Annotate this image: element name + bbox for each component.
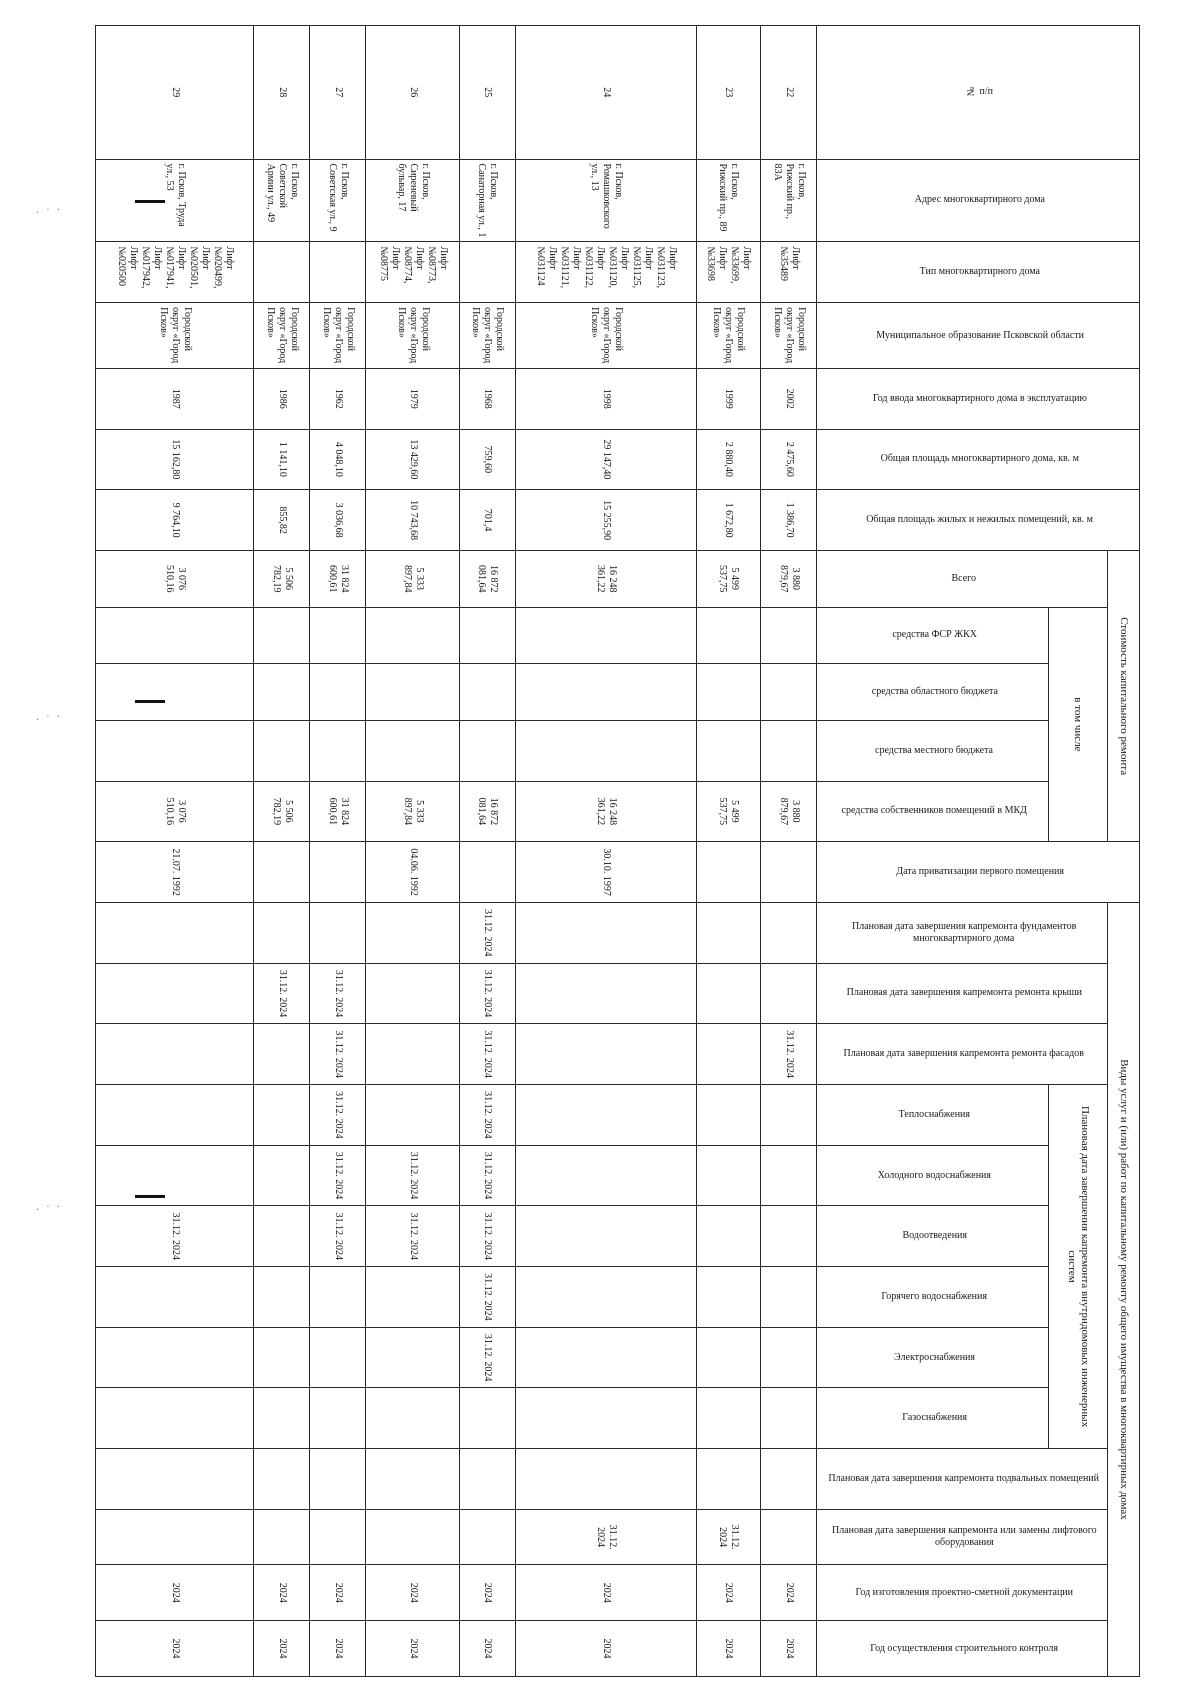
cell-control-year: 2024 [515,1621,696,1677]
cell-municipality: Городской округ «Город Псков» [254,303,310,369]
cell-facade [696,1024,760,1085]
column-header-heating: Теплоснабжения [817,1085,1049,1146]
column-header-fund: средства ФСР ЖКХ [817,607,1049,664]
cell-year-built: 2002 [761,368,817,429]
cell-elevator [761,1509,817,1565]
table-row [696,26,760,1677]
cell-fund [310,607,366,664]
column-header-gas: Газоснабжения [817,1388,1049,1449]
cell-gas [254,1388,310,1449]
cell-basement [366,1449,460,1510]
cell-cost-total: 3 076 510,16 [96,550,254,607]
cell-control-year: 2024 [696,1621,760,1677]
cell-year-built: 1998 [515,368,696,429]
cell-area-premises: 1 386,70 [761,490,817,551]
cell-facade: 31.12. 2024 [761,1024,817,1085]
cell-gas [459,1388,515,1449]
cell-year-built: 1999 [696,368,760,429]
table-row [96,26,254,1677]
cell-facade [515,1024,696,1085]
cell-gas [96,1388,254,1449]
cell-municipality: Городской округ «Город Псков» [696,303,760,369]
cell-address: г. Псков, Рижский пр., 89 [696,159,760,242]
table-row [366,26,460,1677]
cell-regional [515,664,696,721]
column-header-num: № п/п [817,26,1140,160]
cell-year-built: 1987 [96,368,254,429]
cell-type: Лифт №35489 [761,242,817,303]
cell-hot-water [254,1267,310,1328]
cell-local [310,720,366,781]
cell-gas [696,1388,760,1449]
cell-address: г. Псков, Труда ул., 53 [96,159,254,242]
cell-facade [254,1024,310,1085]
cell-heating [761,1085,817,1146]
cell-heating: 31.12. 2024 [459,1085,515,1146]
repair-works-table [95,25,1140,1677]
cell-municipality: Городской округ «Город Псков» [96,303,254,369]
cell-sewerage [515,1206,696,1267]
cell-area-total: 4 048,10 [310,429,366,490]
cell-control-year: 2024 [96,1621,254,1677]
cell-hot-water: 31.12. 2024 [459,1267,515,1328]
group-header-works: Виды услуг и (или) работ по капитальному ремонту общего имущества в многоквартирных домах [1108,902,1140,1676]
table-body [96,26,817,1677]
cell-local [254,720,310,781]
cell-cold-water [96,1145,254,1206]
cell-owners: 5 499 537,75 [696,781,760,842]
cell-gas [310,1388,366,1449]
cell-regional [761,664,817,721]
cell-roof: 31.12. 2024 [310,963,366,1024]
cell-address: г. Псков, Рижский пр., 83А [761,159,817,242]
column-header-year-built: Год ввода многоквартирного дома в эксплуатацию [817,368,1140,429]
table-row [761,26,817,1677]
cell-num: 23 [696,26,760,160]
cell-design-year: 2024 [310,1565,366,1621]
cell-fund [96,607,254,664]
cell-heating: 31.12. 2024 [310,1085,366,1146]
cell-address: г. Псков, Советской Армии ул., 49 [254,159,310,242]
cell-roof [366,963,460,1024]
column-header-address: Адрес многоквартирного дома [817,159,1140,242]
cell-heating [696,1085,760,1146]
column-header-roof: Плановая дата завершения капремонта ремонта крыши [817,963,1108,1024]
cell-electricity [254,1327,310,1388]
cell-basement [96,1449,254,1510]
table-row [254,26,310,1677]
cell-design-year: 2024 [459,1565,515,1621]
cell-elevator [96,1509,254,1565]
cell-address: г. Псков, Сиреневый бульвар, 17 [366,159,460,242]
cell-area-premises: 9 764,10 [96,490,254,551]
cell-hot-water [515,1267,696,1328]
cell-regional [459,664,515,721]
cell-owners: 16 872 081,64 [459,781,515,842]
cell-gas [515,1388,696,1449]
cell-type [459,242,515,303]
cell-facade [366,1024,460,1085]
table-row [310,26,366,1677]
cell-area-premises: 15 255,90 [515,490,696,551]
cell-type [310,242,366,303]
cell-area-total: 1 141,10 [254,429,310,490]
cell-municipality: Городской округ «Город Псков» [515,303,696,369]
cell-roof [96,963,254,1024]
column-header-regional: средства областного бюджета [817,664,1049,721]
cell-hot-water [96,1267,254,1328]
cell-area-total: 13 429,60 [366,429,460,490]
cell-owners: 31 824 600,61 [310,781,366,842]
cell-hot-water [366,1267,460,1328]
cell-local [761,720,817,781]
cell-area-premises: 1 672,80 [696,490,760,551]
cell-electricity [761,1327,817,1388]
cell-basement [696,1449,760,1510]
cell-privatization [459,842,515,903]
cell-num: 27 [310,26,366,160]
cell-cost-total: 5 499 537,75 [696,550,760,607]
cell-control-year: 2024 [310,1621,366,1677]
cell-sewerage: 31.12. 2024 [459,1206,515,1267]
cell-area-total: 15 162,80 [96,429,254,490]
cell-basement [254,1449,310,1510]
cell-fund [459,607,515,664]
cell-cold-water: 31.12. 2024 [459,1145,515,1206]
column-header-hot-water: Горячего водоснабжения [817,1267,1049,1328]
cell-foundation [366,902,460,963]
cell-cost-total: 31 824 600,61 [310,550,366,607]
cell-gas [366,1388,460,1449]
cell-type [254,242,310,303]
cell-owners: 3 076 510,16 [96,781,254,842]
cell-type: Лифт №08773, Лифт №08774, Лифт №08775 [366,242,460,303]
column-header-owners: средства собственников помещений в МКД [817,781,1049,842]
cell-privatization: 30.10. 1997 [515,842,696,903]
cell-cost-total: 3 880 879,67 [761,550,817,607]
cell-num: 28 [254,26,310,160]
cell-elevator [310,1509,366,1565]
cell-year-built: 1962 [310,368,366,429]
cell-elevator [459,1509,515,1565]
cell-area-premises: 701,4 [459,490,515,551]
cell-local [96,720,254,781]
cell-basement [761,1449,817,1510]
cell-regional [96,664,254,721]
cell-hot-water [761,1267,817,1328]
column-header-control-year: Год осуществления строительного контроля [817,1621,1108,1677]
cell-foundation: 31.12. 2024 [459,902,515,963]
cell-cold-water [761,1145,817,1206]
cell-heating [366,1085,460,1146]
column-header-elevator: Плановая дата завершения капремонта или замены лифтового оборудования [817,1509,1108,1565]
cell-design-year: 2024 [96,1565,254,1621]
cell-num: 29 [96,26,254,160]
cell-cost-total: 16 248 361,22 [515,550,696,607]
group-header-systems: Плановая дата завершения капремонта внутридомовых инженерных систем [1048,1085,1107,1449]
cell-foundation [96,902,254,963]
cell-sewerage: 31.12. 2024 [96,1206,254,1267]
cell-local [696,720,760,781]
cell-fund [515,607,696,664]
cell-type: Лифт №020499, Лифт №020501, Лифт №017941, Лифт №017942, Лифт №020500 [96,242,254,303]
column-header-facade: Плановая дата завершения капремонта ремонта фасадов [817,1024,1108,1085]
column-header-sewerage: Водоотведения [817,1206,1049,1267]
cell-electricity [366,1327,460,1388]
scan-mark [135,1195,165,1198]
cell-sewerage: 31.12. 2024 [366,1206,460,1267]
cell-foundation [696,902,760,963]
cell-basement [515,1449,696,1510]
cell-foundation [254,902,310,963]
cell-cold-water: 31.12. 2024 [366,1145,460,1206]
cell-num: 25 [459,26,515,160]
cell-heating [515,1085,696,1146]
column-header-cost-total: Всего [817,550,1108,607]
cell-electricity [310,1327,366,1388]
column-header-basement: Плановая дата завершения капремонта подвальных помещений [817,1449,1108,1510]
cell-design-year: 2024 [696,1565,760,1621]
cell-privatization: 04.06. 1992 [366,842,460,903]
cell-privatization [696,842,760,903]
scan-noise: . · · [36,712,62,723]
cell-year-built: 1979 [366,368,460,429]
scan-mark [135,200,165,203]
column-header-design-year: Год изготовления проектно-сметной документации [817,1565,1108,1621]
cell-owners: 3 880 879,67 [761,781,817,842]
cell-foundation [515,902,696,963]
cell-regional [254,664,310,721]
cell-address: г. Псков, Санаторная ул., 1 [459,159,515,242]
cell-cold-water [696,1145,760,1206]
cell-type: Лифт №33699, Лифт №33698 [696,242,760,303]
cell-fund [761,607,817,664]
cell-privatization [761,842,817,903]
cell-local [515,720,696,781]
cell-design-year: 2024 [761,1565,817,1621]
cell-fund [254,607,310,664]
cell-year-built: 1986 [254,368,310,429]
cell-basement [459,1449,515,1510]
column-header-area-premises: Общая площадь жилых и нежилых помещений, кв. м [817,490,1140,551]
cell-foundation [761,902,817,963]
cell-roof [696,963,760,1024]
cell-hot-water [696,1267,760,1328]
cell-sewerage [254,1206,310,1267]
cell-control-year: 2024 [366,1621,460,1677]
cell-electricity: 31.12. 2024 [459,1327,515,1388]
cell-elevator [254,1509,310,1565]
cell-electricity [696,1327,760,1388]
cell-num: 22 [761,26,817,160]
cell-gas [761,1388,817,1449]
cell-area-premises: 3 036,68 [310,490,366,551]
cell-facade [96,1024,254,1085]
rotated-table-container [115,25,1140,1677]
cell-municipality: Городской округ «Город Псков» [761,303,817,369]
cell-electricity [96,1327,254,1388]
cell-sewerage: 31.12. 2024 [310,1206,366,1267]
column-header-privatization: Дата приватизации первого помещения [817,842,1140,903]
cell-local [366,720,460,781]
cell-local [459,720,515,781]
cell-elevator: 31.12. 2024 [515,1509,696,1565]
cell-design-year: 2024 [366,1565,460,1621]
cell-sewerage [761,1206,817,1267]
cell-owners: 16 248 361,22 [515,781,696,842]
cell-control-year: 2024 [761,1621,817,1677]
group-header-incl: в том числе [1048,607,1107,842]
group-header-cost: Стоимость капитального ремонта [1108,550,1140,841]
cell-regional [696,664,760,721]
cell-elevator: 31.12. 2024 [696,1509,760,1565]
cell-control-year: 2024 [254,1621,310,1677]
cell-sewerage [696,1206,760,1267]
cell-roof [761,963,817,1024]
cell-municipality: Городской округ «Город Псков» [310,303,366,369]
cell-privatization [310,842,366,903]
cell-municipality: Городской округ «Город Псков» [366,303,460,369]
cell-privatization: 21.07. 1992 [96,842,254,903]
cell-design-year: 2024 [515,1565,696,1621]
cell-facade: 31.12. 2024 [459,1024,515,1085]
cell-fund [366,607,460,664]
scan-noise: . · · [36,205,62,216]
cell-regional [310,664,366,721]
cell-regional [366,664,460,721]
column-header-local: средства местного бюджета [817,720,1049,781]
cell-year-built: 1968 [459,368,515,429]
cell-area-premises: 10 743,68 [366,490,460,551]
cell-area-total: 29 147,40 [515,429,696,490]
cell-cold-water [254,1145,310,1206]
cell-cold-water: 31.12. 2024 [310,1145,366,1206]
cell-control-year: 2024 [459,1621,515,1677]
scan-mark [135,700,165,703]
cell-heating [254,1085,310,1146]
cell-facade: 31.12. 2024 [310,1024,366,1085]
cell-cold-water [515,1145,696,1206]
cell-privatization [254,842,310,903]
cell-foundation [310,902,366,963]
column-header-area-total: Общая площадь многоквартирного дома, кв. м [817,429,1140,490]
cell-area-total: 2 880,40 [696,429,760,490]
cell-num: 24 [515,26,696,160]
cell-area-total: 2 475,60 [761,429,817,490]
cell-owners: 5 506 782,19 [254,781,310,842]
cell-hot-water [310,1267,366,1328]
scan-noise: . · · [36,1202,62,1213]
cell-area-total: 759,60 [459,429,515,490]
cell-roof: 31.12. 2024 [459,963,515,1024]
cell-basement [310,1449,366,1510]
cell-cost-total: 16 872 081,64 [459,550,515,607]
cell-fund [696,607,760,664]
cell-municipality: Городской округ «Город Псков» [459,303,515,369]
cell-heating [96,1085,254,1146]
cell-address: г. Псков, Ромашковского ул., 13 [515,159,696,242]
cell-owners: 5 333 897,84 [366,781,460,842]
cell-electricity [515,1327,696,1388]
cell-type: Лифт №031123, Лифт №031125, Лифт №031120, Лифт №031122, Лифт №031121, Лифт №031124 [515,242,696,303]
cell-cost-total: 5 333 897,84 [366,550,460,607]
cell-address: г. Псков, Советская ул., 9 [310,159,366,242]
column-header-foundation: Плановая дата завершения капремонта фундаментов многоквартирного дома [817,902,1108,963]
column-header-electricity: Электроснабжения [817,1327,1049,1388]
table-row [515,26,696,1677]
cell-elevator [366,1509,460,1565]
column-header-cold-water: Холодного водоснабжения [817,1145,1049,1206]
cell-num: 26 [366,26,460,160]
cell-cost-total: 5 506 782,19 [254,550,310,607]
cell-roof: 31.12. 2024 [254,963,310,1024]
cell-roof [515,963,696,1024]
column-header-type: Тип многоквартирного дома [817,242,1140,303]
cell-area-premises: 855,82 [254,490,310,551]
column-header-municipality: Муниципальное образование Псковской области [817,303,1140,369]
cell-design-year: 2024 [254,1565,310,1621]
table-row [459,26,515,1677]
